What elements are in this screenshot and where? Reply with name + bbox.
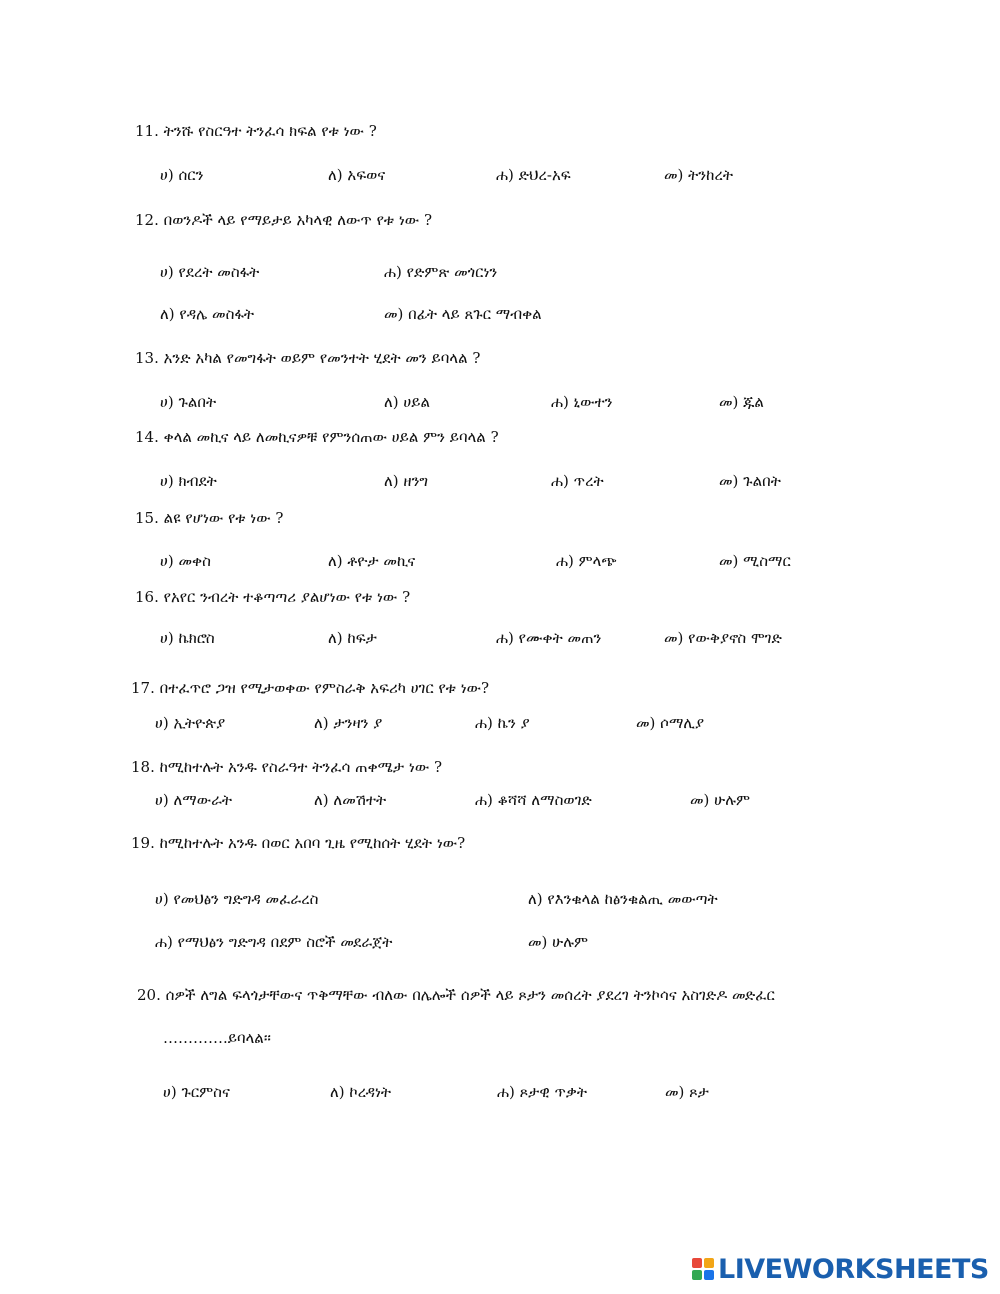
option-16-c[interactable]: ሐ) የሙቀት መጠን <box>496 629 602 647</box>
question-20: 20. ሰዎች ለግል ፍላጎታቸውና ጥቅማቸው ብለው በሌሎች ሰዎች ላይ ጾታን መሰረት ያደረገ ትንኮሳና አስገድዶ መድፈር <box>137 986 775 1004</box>
option-18-a[interactable]: ሀ) ለማውራት <box>155 791 233 809</box>
question-17: 17. በተፈጥሮ ጋዝ የሚታወቀው የምስራቅ አፍሪካ ሀገር የቱ ነው? <box>131 679 490 697</box>
option-15-d[interactable]: መ) ሚስማር <box>719 552 791 570</box>
option-13-d[interactable]: መ) ጁል <box>719 393 764 411</box>
option-14-c[interactable]: ሐ) ጥረት <box>551 472 604 490</box>
option-11-b[interactable]: ለ) አፍወና <box>328 166 386 184</box>
option-14-d[interactable]: መ) ጉልበት <box>719 472 781 490</box>
option-18-d[interactable]: መ) ሁሉም <box>690 791 750 809</box>
question-16: 16. የአየር ንብረት ተቆጣጣሪ ያልሆነው የቱ ነው ? <box>135 588 411 606</box>
question-20-continuation: ………….ይባላል፡፡ <box>163 1029 271 1047</box>
question-14: 14. ቀላል መኪና ላይ ለመኪናዎቹ የምንሰጠው ሀይል ምን ይባላል ? <box>135 428 499 446</box>
option-13-c[interactable]: ሐ) ኒውተን <box>551 393 613 411</box>
option-15-c[interactable]: ሐ) ምላጭ <box>556 552 617 570</box>
option-18-b[interactable]: ለ) ለመሽተት <box>314 791 387 809</box>
option-17-a[interactable]: ሀ) ኢትዮጵያ <box>155 714 226 732</box>
option-20-b[interactable]: ለ) ኮረዳነት <box>330 1083 392 1101</box>
option-19-a[interactable]: ሀ) የመህፅን ግድግዳ መፈራረስ <box>155 890 319 908</box>
option-18-c[interactable]: ሐ) ቆሻሻ ለማስወገድ <box>475 791 592 809</box>
option-13-a[interactable]: ሀ) ጉልበት <box>160 393 217 411</box>
option-16-a[interactable]: ሀ) ኬክሮስ <box>160 629 215 647</box>
logo-square-3 <box>692 1270 702 1280</box>
option-12-d[interactable]: መ) በፊት ላይ ጸጉር ማብቀል <box>384 305 542 323</box>
option-15-a[interactable]: ሀ) መቀስ <box>160 552 211 570</box>
question-19: 19. ከሚከተሉት አንዱ በወር አበባ ጊዜ የሚከሰት ሂደት ነው? <box>131 834 466 852</box>
option-20-c[interactable]: ሐ) ጾታዊ ጥቃት <box>497 1083 587 1101</box>
option-11-c[interactable]: ሐ) ድህረ-አፍ <box>496 166 571 184</box>
option-16-b[interactable]: ለ) ከፍታ <box>328 629 377 647</box>
option-15-b[interactable]: ለ) ቶዮታ መኪና <box>328 552 416 570</box>
question-13: 13. አንድ አካል የመግፋት ወይም የመንተት ሂደት መን ይባላል ? <box>135 349 481 367</box>
option-13-b[interactable]: ለ) ሀይል <box>384 393 430 411</box>
option-12-b[interactable]: ለ) የዳሌ መስፋት <box>160 305 255 323</box>
option-20-a[interactable]: ሀ) ጉርምስና <box>163 1083 230 1101</box>
option-17-c[interactable]: ሐ) ኬን ያ <box>475 714 530 732</box>
question-15: 15. ልዩ የሆነው የቱ ነው ? <box>135 509 284 527</box>
logo-square-1 <box>692 1258 702 1268</box>
option-12-a[interactable]: ሀ) የደረት መስፋት <box>160 263 260 281</box>
logo-mark-icon <box>692 1258 714 1280</box>
option-20-d[interactable]: መ) ጾታ <box>665 1083 709 1101</box>
logo-square-4 <box>704 1270 714 1280</box>
option-12-c[interactable]: ሐ) የድምጽ መጎርነን <box>384 263 498 281</box>
option-11-a[interactable]: ሀ) ሰርን <box>160 166 204 184</box>
option-16-d[interactable]: መ) የውቅያኖስ ሞገድ <box>664 629 782 647</box>
option-17-d[interactable]: መ) ሶማሊያ <box>636 714 705 732</box>
question-12: 12. በወንዶች ላይ የማይታይ አካላዊ ለውጥ የቱ ነው ? <box>135 211 432 229</box>
option-14-a[interactable]: ሀ) ክብደት <box>160 472 217 490</box>
option-11-d[interactable]: መ) ትንከረት <box>664 166 733 184</box>
option-17-b[interactable]: ለ) ታንዛን ያ <box>314 714 383 732</box>
logo-text: LIVEWORKSHEETS <box>718 1253 989 1285</box>
liveworksheets-logo <box>692 1254 989 1284</box>
question-11: 11. ትንሹ የስርዓተ ትንፈሳ ክፍል የቱ ነው ? <box>135 122 377 140</box>
option-19-c[interactable]: ሐ) የማህፅን ግድግዳ በደም ስሮች መደራጀት <box>155 933 393 951</box>
logo-square-2 <box>704 1258 714 1268</box>
option-19-b[interactable]: ለ) የእንቁላል ከፅንቁልጢ መውጣት <box>528 890 718 908</box>
question-18: 18. ከሚከተሉት አንዱ የስራዓተ ትንፈሳ ጠቀሜታ ነው ? <box>131 758 443 776</box>
option-19-d[interactable]: መ) ሁሉም <box>528 933 588 951</box>
option-14-b[interactable]: ለ) ዘንግ <box>384 472 429 490</box>
